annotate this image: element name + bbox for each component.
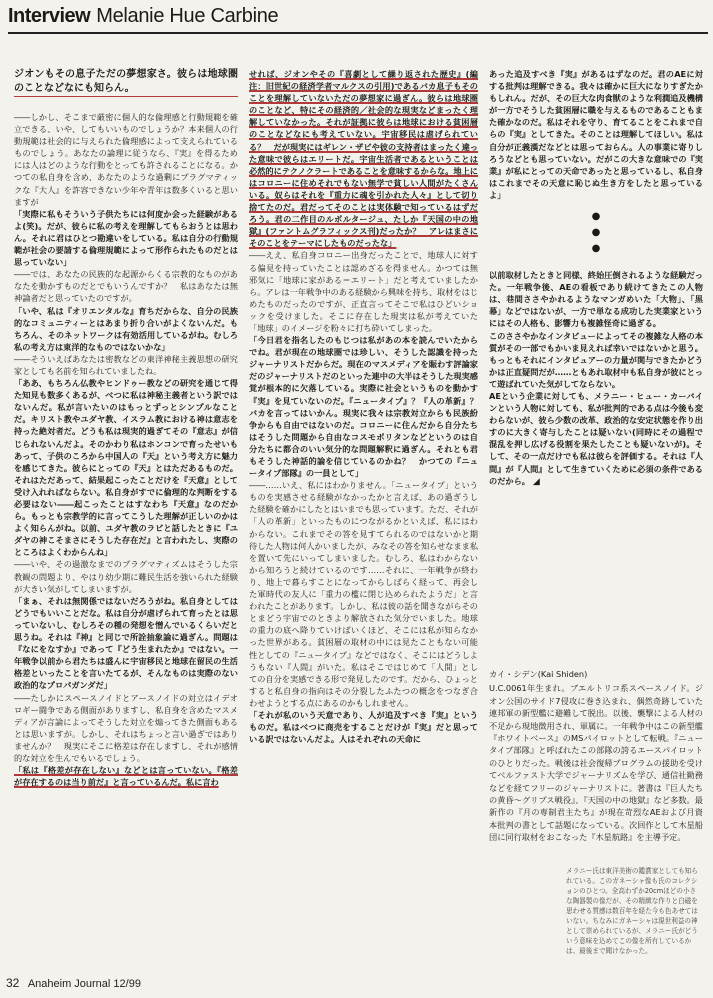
paragraph: ――では、あなたの民族的な起源からくる宗教的なものがあなたを動かすものだとでもいうんですか？ 私はあなたは無神論者だと思っていたのですが。 — [14, 269, 238, 304]
paragraph: ――いや、その過激なまでのプラグマティズムはそうした宗教観の問題より、やはり幼少期に難民生活を強いられた経験が大きい気がしてしまいますが。 — [14, 559, 238, 594]
paragraph: 「今日君を指名したのもじつは私があの本を読んでいたからでね。君が現在の地球圏では珍しい、そうした認識を持ったジャーナリストだからだ。現在のマスメディアを賑わす評論家だのジャーナリストだのといった連中の大半はそうした現実感覚が根本的に欠落している。実際に社会というものを動かす『実』を見ていないのだ。『ニュータイプ』？『人の革新』？ バカを言ってはいかん。現実に我々は宗教対立からも民族紛争からも自由ではないのだ。コロニーに住んだから自分たちはそうした問題から自由なコスモポリタンなどというのは自分たちに都合のいい気分的な問題解釈に過ぎん。それとも君もそうした神話的論を信じているのかね？ かつての『ニュータイプ部隊』の一員として」 — [249, 335, 487, 479]
journal-name: Anaheim Journal 12/99 — [27, 978, 141, 990]
paragraph: 「実際に私もそういう子供たちには何度か会った経験があるよ(笑)。だが、彼らに私の考えを理解してもらおうとは思わん。それに君はひとつ勘違いをしている。私は自分の行動規範が社会の要請する倫理規範によって形作られたものだとは思っていない」 — [14, 208, 238, 268]
header-rule — [8, 32, 708, 34]
paragraph: 以前取材したときと同様、終始圧倒されるような経験だった。一年戦争後、AEの看板であり続けてきたこの人物は、巷間ささやかれるようなマンガめいた「大物」、「黒幕」などではないが、一方で単なる成功した実業家というにはその人格も、影響力も複雑怪奇に過ぎる。 — [489, 270, 703, 329]
pull-quote: ジオンもその息子ただの夢想家さ。彼らは地球圏のことなどなにも知らん。 — [14, 68, 238, 97]
paragraph: ――ええ、私自身コロニー出身だったことで、地球人に対する偏見を持っていたことは認めざるを得ません。かつては無邪気に「地球に家がある＝エリート」だと考えていましたから。アレは一年戦争中のある経験から興味を持ち、取材をはじめたものだったのですが、正直言ってそこで私はひどいショックを受けました。そこに存在した現実は私が考えていた「地球」のイメージを粉々に打ち砕いてしまった。 — [249, 250, 478, 333]
paragraph: ――……いえ、私にはわかりません。「ニュータイプ」というものを実感させる経験がなかったかと言えば、あの過ぎうした経験を確かにしたとはいまでも思っています。ただ、それが「人の革新」といったものにつながるかといえば、私にはわからない。これまでその答を見すてられるのではないかと期待した人物は何人かいましたが、みなその答を知らせなまま私を置いて先にいってしまいました。むしろ、私はわからないから知ろうと続けているのです……それに、一年戦争が終わり、地上で暮らすことになってからしばらく経って、再会した軍時代の友人に「重力の檻に閉じ込められたようだ」と言われたことがあります。しかし、私は彼の話を聞きながらそのとまどう宇宙でのときより解放された気分でいました。地球の重力の底へ降りていけばいくほど、そこには私が知らなかった世界がある。貧困層の取材の中には見たこともない可能性としての『ニュータイプ』などではなく、そこにはどうしようもない『人間』がいた。私はそこではじめて「人間」としての自分を実感できる形で発見したのです。だから、ひょっとすると私自身の指向はその分裂したふたつの概念をつなぎ合わせようとする点にあるのかもしれません。 — [249, 480, 479, 708]
dot: ● — [591, 227, 601, 239]
paragraph: このささやかなインタビューによってその複雑な人格の本質がその一部でもかいま見えれば幸いではないかと思う。もっともそれにインタビュアーの力量が関与できたかどうかは正直疑問だが……ともあれ取材中も私自身が彼にとって遊ばれていた気がしてならない。 — [489, 330, 703, 389]
author-bio — [489, 668, 703, 844]
paragraph: 「まぁ、それは無関係ではないだろうがね。私自身としてはどうでもいいことだな。私は自分が虐げられて育ったとは思っていないし、むしろその種の発想を憎んでいるくらいだと思うね。それは『神』と同じで所詮抽象論に過ぎん。問題は『なにをなすか』であって『どう生まれたか』ではない。一年戦争以前から君たちは盛んに宇宙移民と地球在留民の生活格差といったことを言いたてるが、そんなものは実際のない政治的なプロパガンダだ」 — [14, 595, 238, 691]
page-footer — [6, 976, 141, 990]
bio-name: カイ・シデン(Kai Shiden) — [489, 669, 588, 679]
paragraph-text: AEという企業に対しても、メラニー・ヒュー・カーバインという人物に対しても、私が批判的である点は今後も変わらないが、彼ら少数の改革、政治的な安定状態を作り出すのに大きく寄与したことは疑いない(同時にその過程で混乱を押し広げる役割を果たしたことも疑いないが)。そして、その一点だけでも私は彼らを評価する。それは『人間』が『人間』として生きていくために必須の条件であるのだから。 — [489, 390, 703, 486]
paragraph: ――しかし、そこまで厳密に個人的な倫理感と行動規範を確立できる、いや、してもいいものでしょうか？本来個人の行動規範は社会的に与えられた倫理感によって支えられているものでしょう。あなたの論理に従うなら、『実』を得るためには人はどのような行動をとっても許されることになる。かつての私自身を含め、あなたのような過剰にプラグマティックな『大人』を許容できない少年や青年は数多くいると思いますが — [14, 112, 238, 207]
paragraph: 「ああ、もちろん仏教やヒンドゥー教などの研究を通じて得た知見も数多くあるが、べつに私は神秘主義者という訳ではないんだ。私が言いたいのはもっとずっとシンプルなことだ。キリスト教やユダヤ教、イスラム教における神は意志を持った絶対者だ。どうも私は現実的過ぎてその『意志』が信じられないんだよ。そのかわり私はホンコンで育ったせいもあって、子供のころから中国人の『天』という考え方に魅力を感じてきた。彼らにとっての『天』とはただあるものだ。それはただあって、結果起こったことだけを『天意』として受け入れればならない。私自身がすでに倫理的な判断をする必要はない――起こったことはすなわち『天意』なのだから。もっとも宗教学的に言ってこうした理解が正しいのかはよく知らんがね。以前、ユダヤ教のラビと話したときに『ユダヤの神こそまさにそうした存在だ』と言われたし、実際のところはよくわからんね」 — [14, 378, 238, 558]
paragraph: 「私は『格差が存在しない』などとは言っていない。『格差が存在するのは当り前だ』と言っているんだ。私に言わ — [14, 765, 238, 788]
section-break — [489, 209, 703, 257]
paragraph: 「いや、私は『オリエンタルな』育ちだからな、自分の民族的なコミュニティーとはあまり折り合いがよくないんだ。もちろん、そのネットワークは有効活用しているがね。むしろ私の考え方は東洋的なものではないかな」 — [14, 305, 238, 352]
page-number: 32 — [6, 976, 20, 990]
article-header — [8, 5, 278, 31]
paragraph: あった追及すべき『実』があるはずなのだ。君のAEに対する批判は理解できる。我々は確かに巨大になりすぎたかもしれん。だが、その巨大な肉食獣のような利潤追及機構が一方でそうした貧困層に職を与えるものであることもまた確かなのだ。私はそれを守り、育てることをこれまで自らの『実』としてきた。そのことは理解してほしい。私は自分が正義漢だなどとは思っておらん。人の事業に寄りしろうなどとも思っていない。だがこの大きな意味での『実業』が私にとっての天命であったと思っているし、私自身はこれまでその天意に恥じぬ生き方をしたと思っているよ」 — [489, 69, 703, 200]
paragraph: せれば、ジオンやその『喜劇として繰り返された歴史』(編注：旧世紀の経済学者マルクスの引用)であるバカ息子もそのことを理解していないただの夢想家に過ぎん。彼らは地球圏のことなど、特にその経済的／社会的な現実などまったく理解していなかった。それが証拠に彼らは地球における貧困層のことなどなにも考えていない。宇宙移民は虐げられている？ だが現実にはギレン・ザビや彼の支持者はまったく違った意味で彼らはエリートだ。宇宙生活者であるということは必然的にテクノクラートであることを意味するからな。地上にはコロニーに住めそれでもない無学で貧しい人間がたくさんいる。奴らはそれを『重力に魂を引かれた人々』として切り捨てたのだ。君だってそのことは実体験で知っているはずだろう。君の二作目のルポルタージュ、たしか『天国の中の地獄』(ファントムグラフィックス刊)だったか？ アレはまさにそのことをテーマにしたものだったな」 — [249, 69, 478, 249]
interviewee-name: Melanie Hue Carbine — [96, 5, 279, 27]
column-1 — [14, 68, 238, 788]
paragraph: ――たしかにスペースノイドとアースノイドの対立はイデオロギー闘争である側面がありますし、私自身を含めたマスメディアが言論によってそうした対立を煽ってきた側面もあるとは思いますが。しかし、それはちょっと言い過ぎではありませんか？ 現実にそこに格差は存在しますし、それが感情的な対立を生んでもいるでしょう。 — [14, 692, 238, 763]
dot: ● — [591, 243, 601, 255]
column-3 — [489, 68, 703, 488]
dot: ● — [591, 211, 601, 223]
paragraph: 「それが私のいう天意であり、人が追及すべき『実』というものだ。私はべつに商売をすることだけが『実』だと思っている訳ではないんだよ。人はそれぞれの天命に — [249, 709, 478, 745]
end-mark-icon: ◢ — [532, 476, 540, 487]
section-tag: Interview — [8, 5, 91, 27]
photo-caption: メラニー氏は東洋美術の鑑賞家としても知られている。このガネーシャ像も氏のコレクションのひとつ。全高わずか20cmほどの小さな陶器製の像だが、その精緻な作りと白磁を思わせる質感は数百年を経た今も色あせてはいない。ちなみにガネーシャは現世利益の神として崇められているが、メラニー氏がどういう意味を込めてこの像を所有しているかは、最後まで聞けなかった。 — [566, 867, 698, 955]
paragraph: ――そういえばあなたは密教などの東洋神秘主義思想の研究家としても名前を知られていましたね。 — [14, 353, 238, 376]
paragraph — [489, 390, 703, 488]
bio-text: U.C.0061年生まれ。ブエルトリコ系スペースノイド。ジオン公国のサイド7侵攻に巻き込まれ、偶然奇跡していた連邦軍の新型艦に避難して脱出。以後、襲撃による人材の不足から現地徴用され、軍属に。一年戦争中はこの新型艦『ホワイトベース』のMSパイロットとして転戦。『ニュータイプ部隊』と呼ばれたこの部隊の誇るエースパイロットのひとりだった。戦後は社会復帰プログラムの援助を受けてベルファスト大学でジャーナリズムを学び、通信社勤務などを経てフリーのジャーナリストに。著書は『巨人たちの黄昏～グリプス戦役』、『天国の中の地獄』など多数。最新作の『月の専制君主たち』が現在苛烈なAEおよび月資本批判の書として話題になっている。次回作として木星船団に同行取材をおこなった『木星航路』を主導予定。 — [489, 683, 703, 843]
column-2 — [249, 68, 487, 745]
